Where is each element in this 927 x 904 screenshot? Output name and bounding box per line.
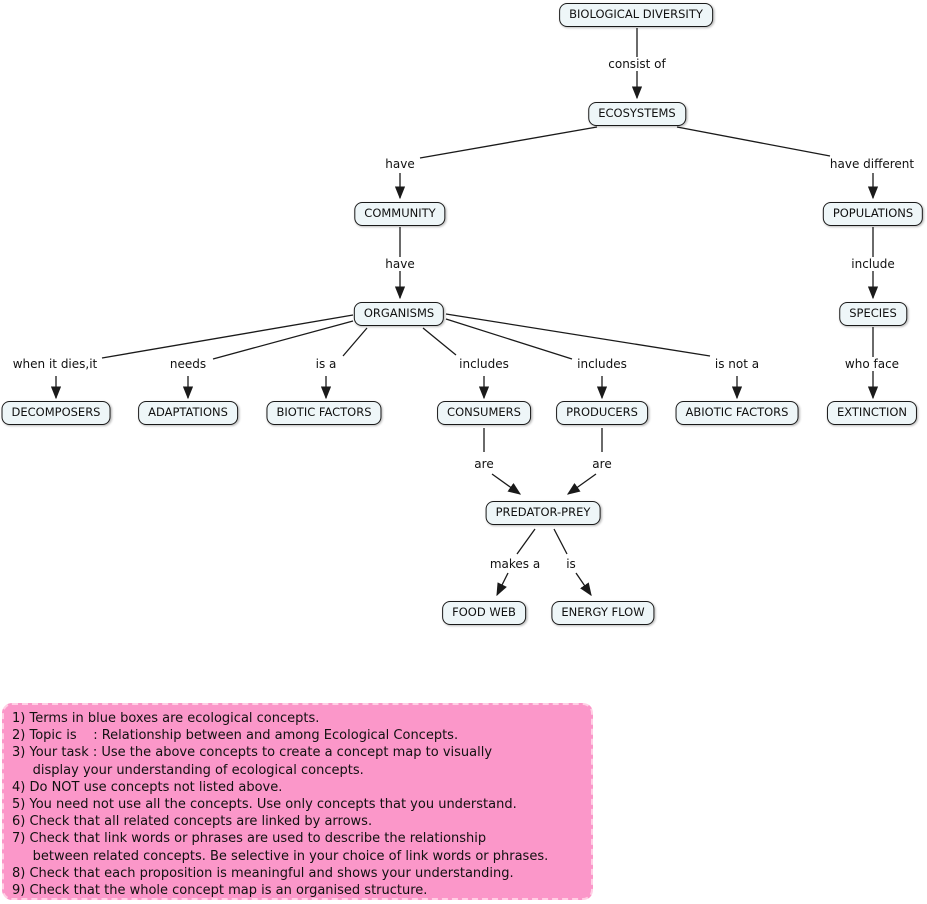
link-label-is[interactable]: is [563, 557, 579, 571]
edge-predatorprey-energyflow-b [576, 573, 591, 595]
link-label-have-community[interactable]: have [382, 157, 417, 171]
edge-predatorprey-foodweb-b [497, 573, 508, 595]
edge-organisms-consumers-a [423, 328, 456, 355]
edge-consumers-predatorprey-b [492, 474, 520, 494]
link-label-are-producers[interactable]: are [589, 457, 614, 471]
edge-predatorprey-energyflow-a [554, 529, 567, 554]
node-biotic-factors[interactable]: BIOTIC FACTORS [266, 401, 381, 425]
instruction-line: 9) Check that the whole concept map is an organised structure. [12, 883, 428, 899]
link-label-includes-consumers[interactable]: includes [456, 357, 512, 371]
link-label-include[interactable]: include [848, 257, 897, 271]
node-species[interactable]: SPECIES [839, 302, 907, 326]
instruction-line: 1) Terms in blue boxes are ecological concepts. [12, 711, 320, 726]
link-label-is-not-a[interactable]: is not a [712, 357, 762, 371]
node-community[interactable]: COMMUNITY [354, 202, 445, 226]
edge-predatorprey-foodweb-a [517, 529, 535, 554]
edge-ecosystems-community-a [420, 127, 597, 158]
instruction-line: between related concepts. Be selective in your choice of link words or phrases. [12, 848, 549, 864]
node-predator-prey[interactable]: PREDATOR-PREY [486, 501, 601, 525]
edge-ecosystems-populations-a [677, 127, 830, 156]
node-populations[interactable]: POPULATIONS [823, 202, 923, 226]
instruction-line: display your understanding of ecological concepts. [12, 762, 364, 778]
edge-producers-predatorprey-b [568, 474, 596, 494]
node-consumers[interactable]: CONSUMERS [437, 401, 531, 425]
link-label-includes-producers[interactable]: includes [574, 357, 630, 371]
link-label-who-face[interactable]: who face [842, 357, 902, 371]
link-label-makes-a[interactable]: makes a [487, 557, 543, 571]
node-food-web[interactable]: FOOD WEB [442, 601, 526, 625]
node-biological-diversity[interactable]: BIOLOGICAL DIVERSITY [559, 3, 713, 27]
link-label-is-a[interactable]: is a [313, 357, 340, 371]
node-producers[interactable]: PRODUCERS [556, 401, 648, 425]
link-label-when-it-dies[interactable]: when it dies,it [10, 357, 101, 371]
edge-organisms-decomposers-a [102, 315, 353, 358]
instruction-line: 4) Do NOT use concepts not listed above. [12, 779, 283, 795]
instruction-line: 7) Check that link words or phrases are used to describe the relationship [12, 831, 487, 847]
instruction-line: 3) Your task : Use the above concepts to create a concept map to visually [12, 745, 493, 761]
link-label-needs[interactable]: needs [167, 357, 209, 371]
node-extinction[interactable]: EXTINCTION [827, 401, 917, 425]
link-label-are-consumers[interactable]: are [471, 457, 496, 471]
link-label-have-different[interactable]: have different [827, 157, 917, 171]
edge-organisms-bioticfactors-a [343, 328, 367, 356]
node-adaptations[interactable]: ADAPTATIONS [138, 401, 238, 425]
edge-organisms-abioticfactors-a [446, 314, 710, 356]
node-abiotic-factors[interactable]: ABIOTIC FACTORS [676, 401, 799, 425]
instructions-note [2, 703, 593, 900]
instruction-line: 5) You need not use all the concepts. Use only concepts that you understand. [12, 797, 517, 813]
instruction-line: 2) Topic is : Relationship between and among Ecological Concepts. [12, 728, 459, 744]
node-ecosystems[interactable]: ECOSYSTEMS [588, 102, 686, 126]
link-label-have-organisms[interactable]: have [382, 257, 417, 271]
node-decomposers[interactable]: DECOMPOSERS [2, 401, 111, 425]
instruction-line: 6) Check that all related concepts are linked by arrows. [12, 814, 373, 830]
link-label-consist-of[interactable]: consist of [605, 57, 668, 71]
node-organisms[interactable]: ORGANISMS [354, 302, 444, 326]
instruction-line: 8) Check that each proposition is meaningful and shows your understanding. [12, 865, 514, 881]
node-energy-flow[interactable]: ENERGY FLOW [551, 601, 654, 625]
edge-organisms-producers-a [446, 319, 572, 359]
